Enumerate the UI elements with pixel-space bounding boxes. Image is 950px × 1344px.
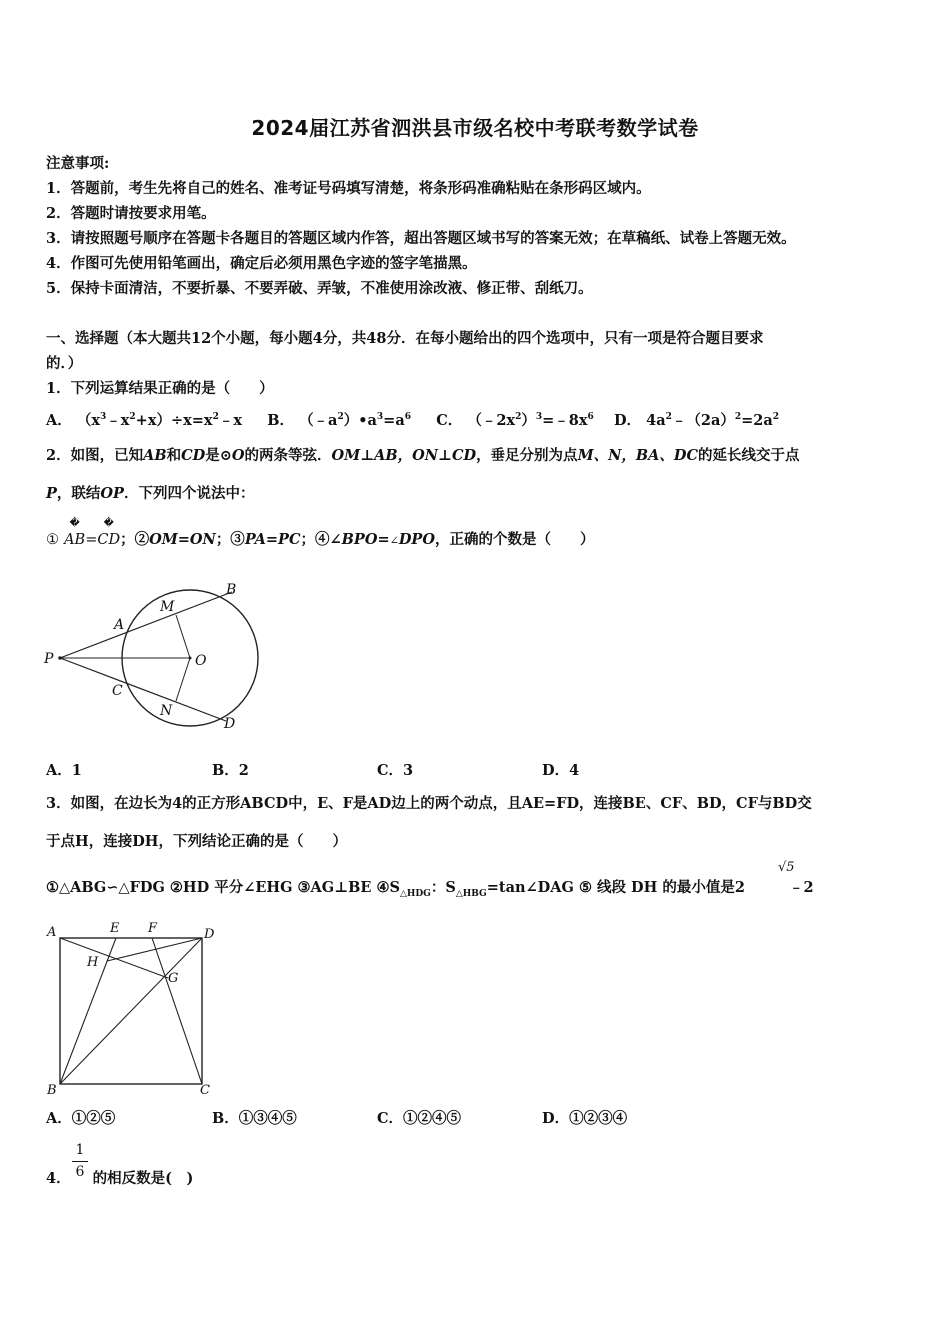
notice-heading: 注意事项: <box>46 155 110 172</box>
point-p <box>58 656 62 660</box>
label-c: C <box>112 683 123 699</box>
label-g: G <box>168 971 179 986</box>
line-cf <box>152 938 202 1084</box>
label-e: E <box>110 921 120 936</box>
q4-stem: 4． 的相反数是( ) <box>46 1170 194 1187</box>
q3-stem-cont: 于点H，连接DH，下列结论正确的是（ ） <box>46 833 347 850</box>
label-a: A <box>114 617 125 633</box>
q1-options <box>46 409 779 430</box>
q2-statements: ① � AB= � CD；②OM=ON；③PA=PC；④∠BPO=∠DPO，正确的个数是（ ） <box>46 518 595 548</box>
label-b: B <box>47 1083 57 1098</box>
q1-option-b: B． $(﹣a^2)•a^3=a^6$ <box>267 412 411 429</box>
label-m: M <box>160 599 175 615</box>
q1-stem: 1．下列运算结果正确的是（ ） <box>46 380 274 397</box>
label-h: H <box>87 955 99 970</box>
label-f: F <box>148 921 158 936</box>
line-hd <box>107 938 202 961</box>
label-d: D <box>224 716 236 732</box>
arc-cd: � CD <box>97 518 121 548</box>
q3-square-figure <box>40 916 225 1098</box>
page-title: 2024届江苏省泗洪县市级名校中考联考数学试卷 <box>251 116 699 140</box>
label-a: A <box>47 925 57 940</box>
line-bd <box>60 938 202 1084</box>
q2-stem: 2．如图，已知AB和CD是⊙O的两条等弦．OM⊥AB，ON⊥CD，垂足分别为点M、N，BA、DC的延长线交于点 <box>46 447 800 464</box>
notice-item: 3．请按照题号顺序在答题卡各题目的答题区域内作答，超出答题区域书写的答案无效；在草稿纸、试卷上答题无效。 <box>46 230 796 247</box>
label-b: B <box>226 582 237 598</box>
q1-option-d: D． $4a^2﹣(2a)^2=2a^2$ <box>613 412 780 429</box>
q3-option-b: B．①③④⑤ <box>212 1110 297 1127</box>
label-n: N <box>160 703 173 719</box>
q2-circle-figure <box>40 575 270 740</box>
q2-option-d: D．4 <box>542 762 580 779</box>
q4-fraction: 1 6 <box>72 1142 88 1180</box>
q1-option-c: C． $(﹣2x^2)^3=﹣8x^6$ <box>436 412 594 429</box>
q3-option-d: D．①②③④ <box>542 1110 628 1127</box>
q1-option-a: A． $(x^3﹣x^2+x)\div x=x^2﹣x$ <box>46 412 242 429</box>
label-p: P <box>44 651 54 667</box>
q2-option-b: B．2 <box>212 762 249 779</box>
section-heading-cont: 的．） <box>46 355 83 372</box>
notice-item: 2．答题时请按要求用笔。 <box>46 205 216 222</box>
line-pb <box>60 592 232 658</box>
q2-option-c: C．3 <box>377 762 414 779</box>
section-heading: 一、选择题（本大题共12个小题，每小题4分，共48分．在每小题给出的四个选项中，只有一项是符合题目要求 <box>46 330 764 347</box>
q3-option-a: A．①②⑤ <box>46 1110 116 1127</box>
notice-item: 4．作图可先使用铅笔画出，确定后必须用黑色字迹的签字笔描黑。 <box>46 255 477 272</box>
notice-item: 1．答题前，考生先将自己的姓名、准考证号码填写清楚，将条形码准确粘贴在条形码区域内。 <box>46 180 651 197</box>
arc-ab: � AB <box>64 518 86 548</box>
label-o: O <box>195 653 207 669</box>
notice-item: 5．保持卡面清洁，不要折暴、不要弄破、弄皱，不准使用涂改液、修正带、刮纸刀。 <box>46 280 593 297</box>
q2-stem-cont: P，联结OP．下列四个说法中： <box>46 485 255 502</box>
q3-option-c: C．①②④⑤ <box>377 1110 462 1127</box>
label-d: D <box>204 927 215 942</box>
q3-stem: 3．如图，在边长为4的正方形ABCD中，E、F是AD边上的两个动点，且AE=FD，连接BE、CF、BD，CF与BD交 <box>46 795 812 812</box>
line-om <box>176 615 190 658</box>
point-o <box>189 657 192 660</box>
line-on <box>176 658 190 701</box>
sqrt-five: √5 <box>778 860 795 875</box>
label-c: C <box>200 1083 210 1098</box>
q3-statements: ①△ABG∽△FDG ②HD 平分∠EHG ③AG⊥BE $④S_{\triangle HDG}$：$S_{\triangle HBG}=\tan\angle DAG$ ⑤ 线段 DH 的最小值是2 ﹣2 <box>46 879 814 899</box>
q2-option-a: A．1 <box>46 762 82 779</box>
